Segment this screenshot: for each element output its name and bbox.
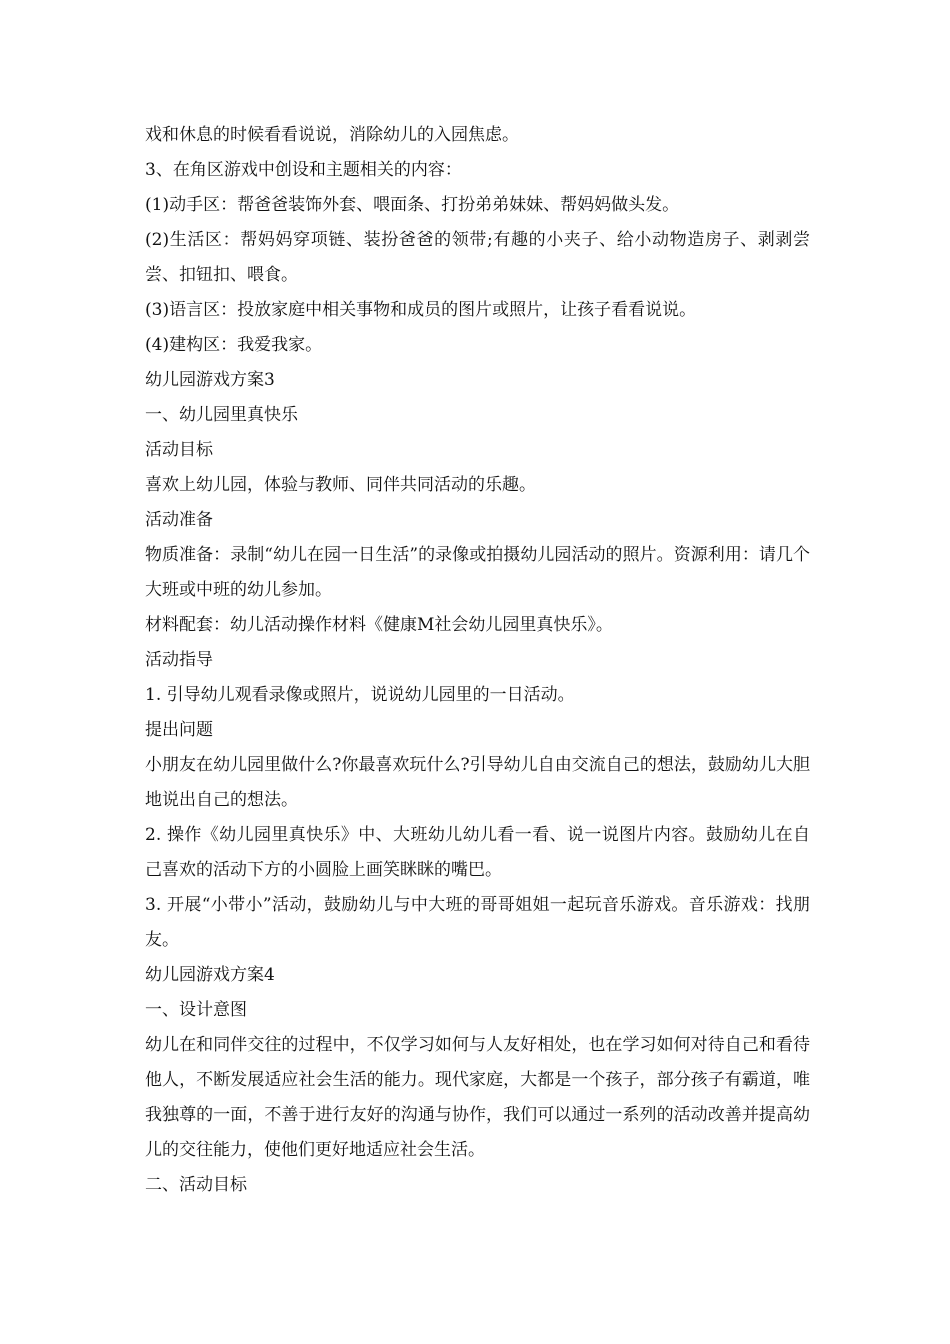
paragraph: 3. 开展“小带小”活动，鼓励幼儿与中大班的哥哥姐姐一起玩音乐游戏。音乐游戏：找朋友。 [145,895,810,950]
paragraph: 戏和休息的时候看看说说，消除幼儿的入园焦虑。 [145,125,519,145]
paragraph: (2)生活区：帮妈妈穿项链、装扮爸爸的领带;有趣的小夹子、给小动物造房子、剥剥尝尝、扣钮扣、喂食。 [145,230,810,285]
subsection-heading: 活动准备 [145,510,213,530]
subsection-heading: 活动目标 [145,440,213,460]
subsection-heading: 一、设计意图 [145,1000,247,1020]
subsection-heading: 二、活动目标 [145,1175,247,1195]
paragraph: 幼儿在和同伴交往的过程中，不仅学习如何与人友好相处，也在学习如何对待自己和看待他人，不断发展适应社会生活的能力。现代家庭，大都是一个孩子，部分孩子有霸道，唯我独尊的一面，不善于进行友好的沟通与协作，我们可以通过一系列的活动改善并提高幼儿的交往能力，使他们更好地适应社会生活。 [145,1035,810,1160]
subsection-heading: 提出问题 [145,720,213,740]
paragraph: 小朋友在幼儿园里做什么?你最喜欢玩什么?引导幼儿自由交流自己的想法，鼓励幼儿大胆地说出自己的想法。 [145,755,810,810]
subsection-heading: 一、幼儿园里真快乐 [145,405,298,425]
paragraph: 3、在角区游戏中创设和主题相关的内容： [145,160,462,180]
section-heading: 幼儿园游戏方案3 [145,370,275,390]
paragraph: 物质准备：录制“幼儿在园一日生活”的录像或拍摄幼儿园活动的照片。资源利用：请几个大班或中班的幼儿参加。 [145,545,810,600]
paragraph: 材料配套：幼儿活动操作材料《健康M社会幼儿园里真快乐》。 [145,615,613,635]
paragraph: (1)动手区：帮爸爸装饰外套、喂面条、打扮弟弟妹妹、帮妈妈做头发。 [145,195,680,215]
section-heading: 幼儿园游戏方案4 [145,965,275,985]
paragraph: 喜欢上幼儿园，体验与教师、同伴共同活动的乐趣。 [145,475,536,495]
document-body [145,118,810,1203]
subsection-heading: 活动指导 [145,650,213,670]
paragraph: (3)语言区：投放家庭中相关事物和成员的图片或照片，让孩子看看说说。 [145,300,697,320]
paragraph: 2. 操作《幼儿园里真快乐》中、大班幼儿幼儿看一看、说一说图片内容。鼓励幼儿在自己喜欢的活动下方的小圆脸上画笑眯眯的嘴巴。 [145,825,810,880]
paragraph: 1. 引导幼儿观看录像或照片，说说幼儿园里的一日活动。 [145,685,575,705]
paragraph: (4)建构区：我爱我家。 [145,335,323,355]
